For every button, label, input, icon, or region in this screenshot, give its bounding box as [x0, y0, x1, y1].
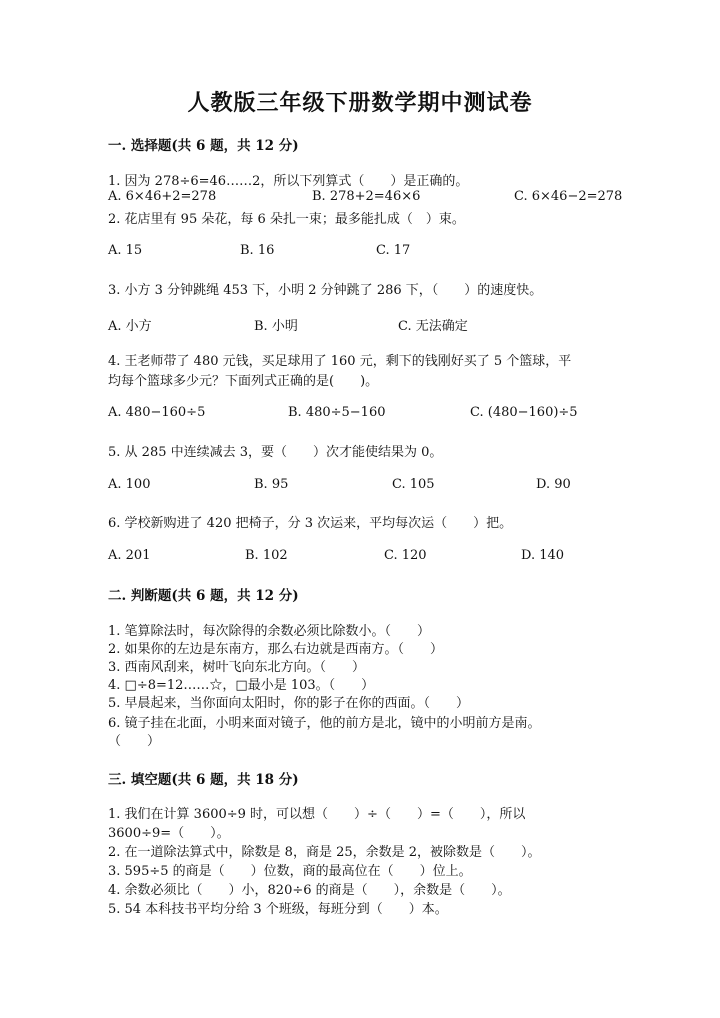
judge-item: 2. 如果你的左边是东南方，那么右边就是西南方。（ ）: [108, 642, 444, 657]
option-a: A. 480−160÷5: [108, 405, 206, 420]
judge-item-continued: （ ）: [108, 734, 161, 749]
option-b: B. 95: [254, 477, 289, 492]
option-a: A. 201: [108, 548, 151, 563]
option-a: A. 15: [108, 243, 143, 258]
judge-item: 4. □÷8=12……☆，□最小是 103。（ ）: [108, 678, 375, 693]
judge-item: 3. 西南风刮来，树叶飞向东北方向。（ ）: [108, 660, 366, 675]
option-b: B. 小明: [254, 319, 298, 334]
option-b: B. 480÷5−160: [288, 405, 386, 420]
fill-item: 2. 在一道除法算式中，除数是 8，商是 25，余数是 2，被除数是（ ）。: [108, 845, 541, 860]
option-c: C. 6×46−2=278: [514, 189, 623, 204]
option-a: A. 小方: [108, 319, 152, 334]
fill-item: 5. 54 本科技书平均分给 3 个班级，每班分到（ ）本。: [108, 902, 448, 917]
question-stem: 4. 王老师带了 480 元钱，买足球用了 160 元，剩下的钱刚好买了 5 个篮球，平: [108, 354, 572, 369]
question-stem-continued: 均每个篮球多少元？下面列式正确的是( )。: [108, 374, 379, 389]
fill-item: 3. 595÷5 的商是（ ）位数，商的最高位在（ ）位上。: [108, 864, 472, 879]
question-stem: 1. 因为 278÷6=46……2，所以下列算式（ ）是正确的。: [108, 174, 469, 189]
question-stem: 6. 学校新购进了 420 把椅子，分 3 次运来，平均每次运（ ）把。: [108, 516, 513, 531]
section-heading-choice: 一. 选择题(共 6 题，共 12 分): [108, 138, 299, 154]
judge-item: 1. 笔算除法时，每次除得的余数必须比除数小。（ ）: [108, 624, 431, 639]
section-heading-fill: 三. 填空题(共 6 题，共 18 分): [108, 772, 299, 788]
question-stem: 2. 花店里有 95 朵花，每 6 朵扎一束；最多能扎成（ ）束。: [108, 212, 465, 227]
option-c: C. 无法确定: [398, 319, 468, 334]
option-c: C. (480−160)÷5: [470, 405, 578, 420]
question-stem: 5. 从 285 中连续减去 3，要（ ）次才能使结果为 0。: [108, 445, 443, 460]
option-b: B. 16: [240, 243, 275, 258]
option-c: C. 120: [384, 548, 427, 563]
fill-item: 4. 余数必须比（ ）小，820÷6 的商是（ ），余数是（ ）。: [108, 883, 511, 898]
option-b: B. 278+2=46×6: [312, 189, 421, 204]
question-stem: 3. 小方 3 分钟跳绳 453 下，小明 2 分钟跳了 286 下，（ ）的速度快。: [108, 283, 543, 298]
option-d: D. 90: [536, 477, 571, 492]
option-d: D. 140: [521, 548, 565, 563]
option-a: A. 100: [108, 477, 151, 492]
fill-item-continued: 3600÷9=（ ）。: [108, 826, 230, 841]
option-b: B. 102: [245, 548, 288, 563]
judge-item: 5. 早晨起来，当你面向太阳时，你的影子在你的西面。（ ）: [108, 696, 470, 711]
fill-item: 1. 我们在计算 3600÷9 时，可以想（ ）÷（ ）=（ ），所以: [108, 807, 526, 822]
section-heading-judge: 二. 判断题(共 6 题，共 12 分): [108, 588, 299, 604]
judge-item: 6. 镜子挂在北面，小明来面对镜子，他的前方是北，镜中的小明前方是南。: [108, 716, 541, 731]
option-c: C. 17: [376, 243, 411, 258]
option-a: A. 6×46+2=278: [108, 189, 217, 204]
option-c: C. 105: [392, 477, 435, 492]
page-title: 人教版三年级下册数学期中测试卷: [187, 90, 533, 116]
